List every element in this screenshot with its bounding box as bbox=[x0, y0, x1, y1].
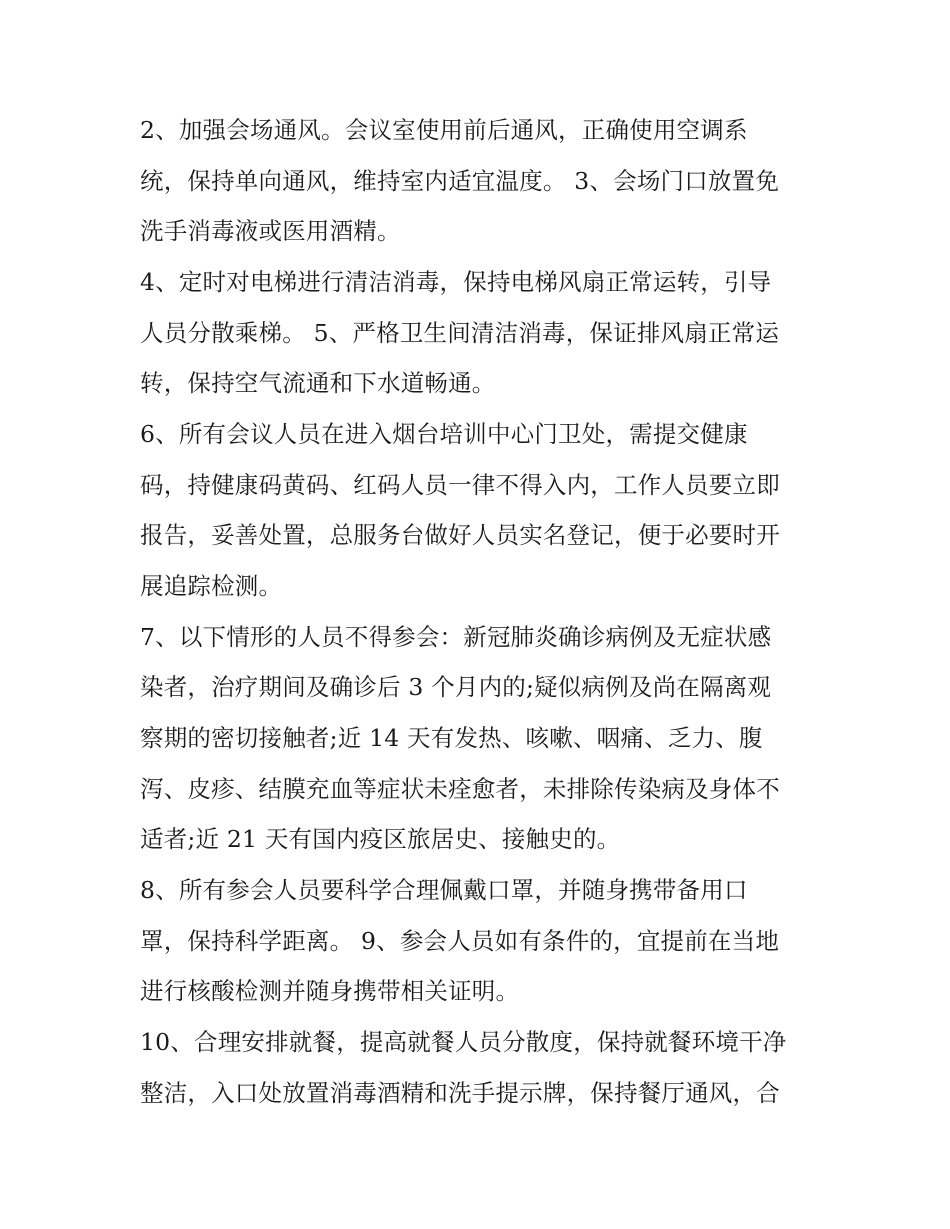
text-line: 泻、皮疹、结膜充血等症状未痊愈者，未排除传染病及身体不 bbox=[140, 775, 780, 803]
text-line: 10、合理安排就餐，提高就餐人员分散度，保持就餐环境干净 bbox=[140, 1028, 787, 1056]
text-line: 人员分散乘梯。 5、严格卫生间清洁消毒，保证排风扇正常运 bbox=[140, 319, 780, 347]
text-line: 报告，妥善处置，总服务台做好人员实名登记，便于必要时开 bbox=[140, 521, 780, 549]
text-line: 展追踪检测。 bbox=[140, 572, 283, 600]
text-line: 罩，保持科学距离。 9、参会人员如有条件的，宜提前在当地 bbox=[140, 927, 780, 955]
text-line: 整洁，入口处放置消毒酒精和洗手提示牌，保持餐厅通风，合 bbox=[140, 1079, 780, 1107]
text-line: 7、以下情形的人员不得参会：新冠肺炎确诊病例及无症状感 bbox=[140, 623, 772, 651]
text-line: 4、定时对电梯进行清洁消毒，保持电梯风扇正常运转，引导 bbox=[140, 268, 772, 296]
text-line: 转，保持空气流通和下水道畅通。 bbox=[140, 369, 496, 397]
text-line: 进行核酸检测并随身携带相关证明。 bbox=[140, 977, 520, 1005]
text-line: 察期的密切接触者;近 14 天有发热、咳嗽、咽痛、乏力、腹 bbox=[140, 724, 763, 752]
text-line: 洗手消毒液或医用酒精。 bbox=[140, 217, 401, 245]
text-line: 码，持健康码黄码、红码人员一律不得入内，工作人员要立即 bbox=[140, 471, 780, 499]
text-line: 适者;近 21 天有国内疫区旅居史、接触史的。 bbox=[140, 825, 621, 853]
text-line: 2、加强会场通风。会议室使用前后通风，正确使用空调系 bbox=[140, 116, 748, 144]
text-line: 6、所有会议人员在进入烟台培训中心门卫处，需提交健康 bbox=[140, 420, 748, 448]
text-line: 统，保持单向通风，维持室内适宜温度。 3、会场门口放置免 bbox=[140, 167, 780, 195]
text-line: 染者，治疗期间及确诊后 3 个月内的;疑似病例及尚在隔离观 bbox=[140, 673, 772, 701]
text-line: 8、所有参会人员要科学合理佩戴口罩，并随身携带备用口 bbox=[140, 876, 748, 904]
